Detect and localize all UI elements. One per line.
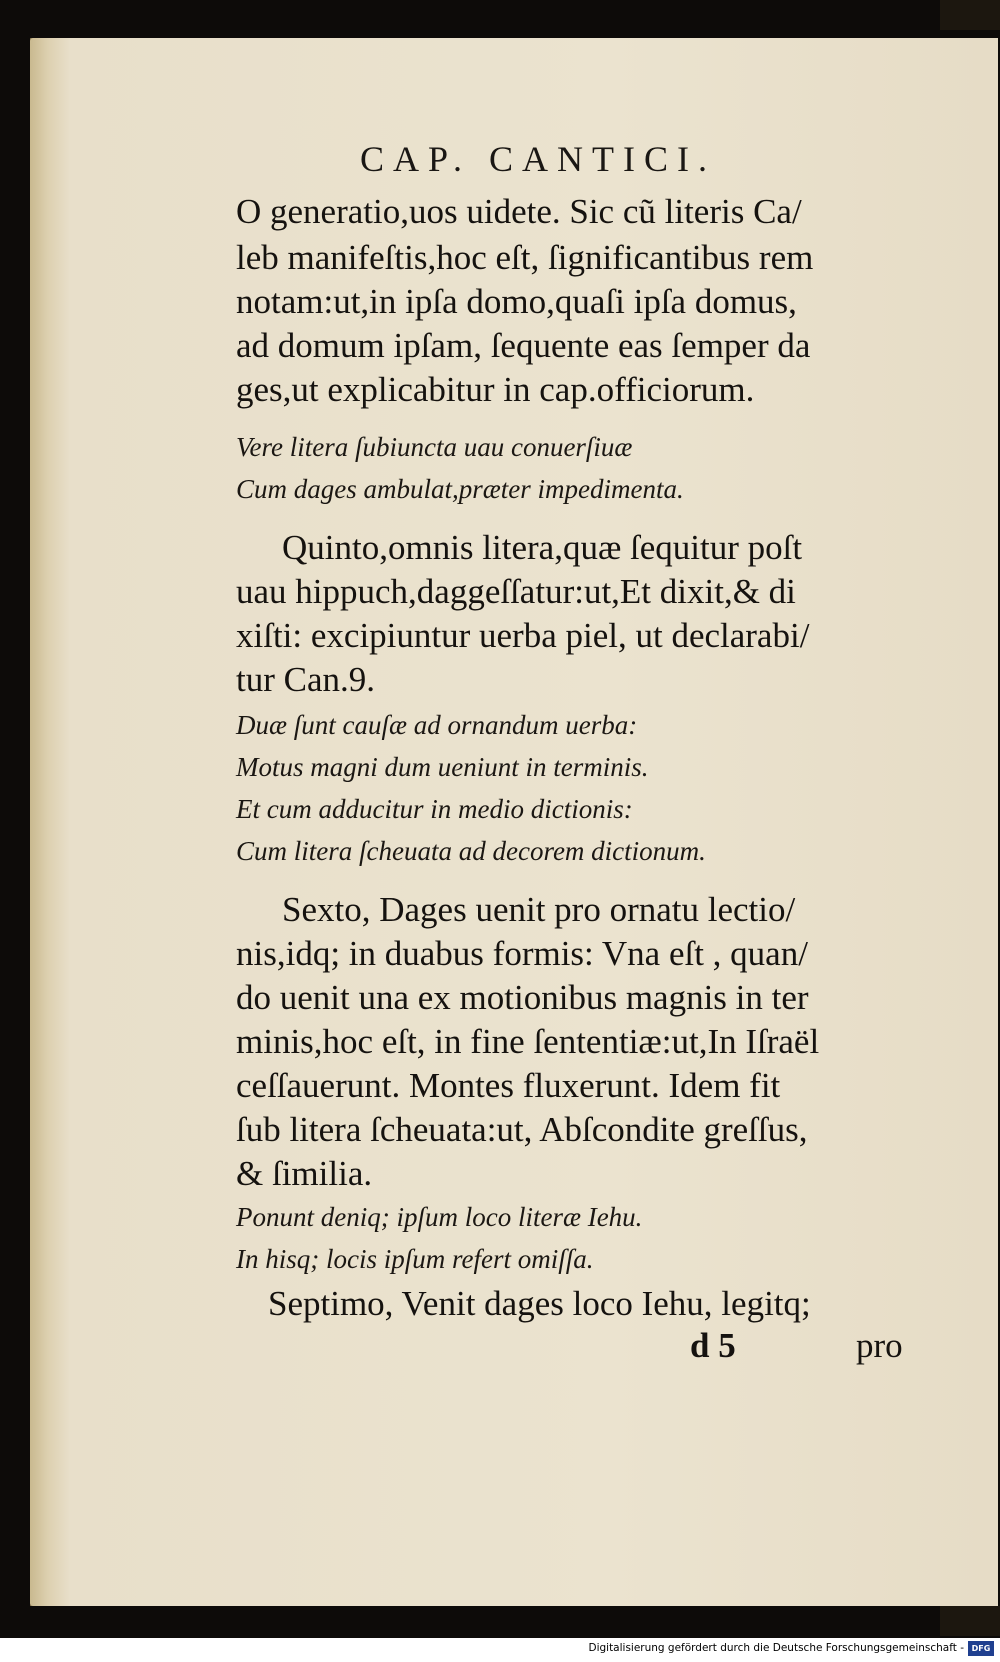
text-line: ges,ut explicabitur in cap.officiorum. bbox=[236, 370, 755, 409]
text-line: do uenit una ex motionibus magnis in ter bbox=[236, 978, 809, 1017]
verse-line: Motus magni dum ueniunt in terminis. bbox=[236, 752, 649, 782]
footer-bar bbox=[0, 1638, 1000, 1662]
text-line: notam:ut,in ipſa domo,quaſi ipſa domus, bbox=[236, 282, 797, 321]
catchword: pro bbox=[856, 1326, 903, 1365]
text-line: Sexto, Dages uenit pro ornatu lectio/ bbox=[282, 890, 796, 929]
text-line: Quinto,omnis litera,quæ ſequitur poſt bbox=[282, 528, 803, 567]
verse-line: Vere litera ſubiuncta uau conuerſiuæ bbox=[236, 432, 633, 462]
verse-line: In hisq; locis ipſum refert omiſſa. bbox=[236, 1244, 594, 1274]
text-line: ſub litera ſcheuata:ut, Abſcondite greſſus, bbox=[236, 1110, 808, 1149]
verse-line: Et cum adducitur in medio dictionis: bbox=[236, 794, 633, 824]
running-head: CAP. CANTICI. bbox=[360, 139, 717, 179]
text-line: & ſimilia. bbox=[236, 1154, 373, 1193]
verse-line: Ponunt deniq; ipſum loco literæ Iehu. bbox=[236, 1202, 643, 1232]
signature-mark: d 5 bbox=[690, 1326, 736, 1365]
page-corner-top bbox=[940, 0, 1000, 30]
dfg-logo-icon: DFG bbox=[968, 1641, 994, 1656]
verse-line: Cum litera ſcheuata ad decorem dictionum. bbox=[236, 836, 706, 866]
text-line: tur Can.9. bbox=[236, 660, 376, 699]
text-line: uau hippuch,daggeſſatur:ut,Et dixit,& di bbox=[236, 572, 796, 611]
text-line: Septimo, Venit dages loco Iehu, legitq; bbox=[268, 1284, 811, 1323]
page-corner-bottom bbox=[940, 1606, 1000, 1636]
verse-line: Cum dages ambulat,præter impedimenta. bbox=[236, 474, 684, 504]
text-line: ad domum ipſam, ſequente eas ſemper da bbox=[236, 326, 811, 365]
text-line: leb manifeſtis,hoc eſt, ſignificantibus rem bbox=[236, 238, 814, 277]
text-line: O generatio,uos uidete. Sic cũ literis Ca/ bbox=[236, 192, 802, 231]
text-line: nis,idq; in duabus formis: Vna eſt , quan/ bbox=[236, 934, 808, 973]
footer-credit: Digitalisierung gefördert durch die Deutsche Forschungsgemeinschaft - bbox=[588, 1642, 964, 1654]
text-line: minis,hoc eſt, in fine ſententiæ:ut,In Iſraël bbox=[236, 1022, 820, 1061]
text-line: ceſſauerunt. Montes fluxerunt. Idem fit bbox=[236, 1066, 781, 1105]
verse-line: Duæ ſunt cauſæ ad ornandum uerba: bbox=[236, 710, 638, 740]
text-line: xiſti: excipiuntur uerba piel, ut declarabi/ bbox=[236, 616, 810, 655]
